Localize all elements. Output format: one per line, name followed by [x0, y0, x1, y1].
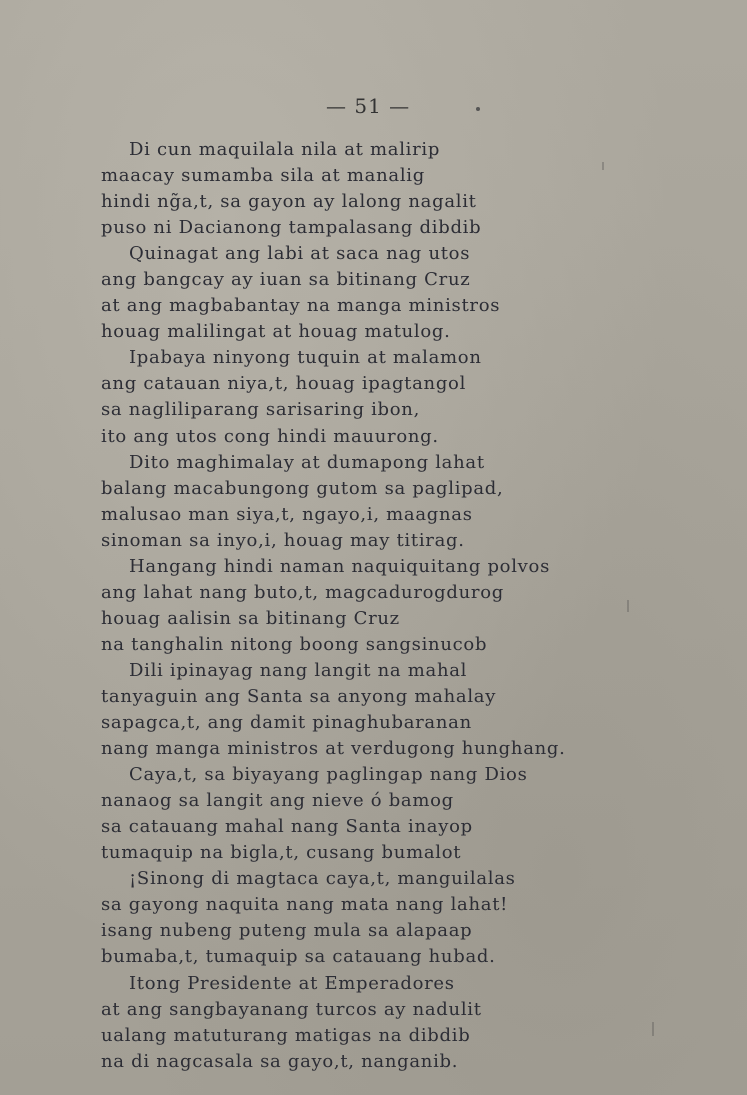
- ink-speck: [476, 107, 480, 111]
- poem-line: Quinagat ang labi at saca nag utos: [129, 243, 471, 265]
- poem-line: sa nagliliparang sarisaring ibon,: [101, 399, 421, 421]
- poem-line: hindi ng̃a,t, sa gayon ay lalong nagalit: [101, 191, 477, 213]
- poem-line: ¡Sinong di magtaca caya,t, manguilalas: [129, 868, 516, 890]
- poem-line: Itong Presidente at Emperadores: [129, 972, 455, 994]
- page-number: — 51 —: [326, 94, 411, 118]
- poem-line: isang nubeng puteng mula sa alapaap: [101, 920, 473, 942]
- poem-line: ang bangcay ay iuan sa bitinang Cruz: [101, 269, 471, 291]
- poem-line: houag aalisin sa bitinang Cruz: [101, 607, 400, 629]
- poem-line: at ang magbabantay na manga ministros: [101, 295, 501, 317]
- poem-line: nang manga ministros at verdugong hunghang.: [101, 738, 566, 760]
- poem-line: Di cun maquilala nila at malirip: [129, 139, 441, 160]
- poem-line: puso ni Dacianong tampalasang dibdib: [101, 217, 482, 239]
- poem-line: ito ang utos cong hindi mauurong.: [101, 425, 439, 447]
- poem-line: ang catauan niya,t, houag ipagtangol: [101, 373, 467, 395]
- poem-line: sa catauang mahal nang Santa inayop: [101, 816, 473, 838]
- poem-line: bumaba,t, tumaquip sa catauang hubad.: [101, 946, 496, 968]
- poem-line: tumaquip na bigla,t, cusang bumalot: [101, 842, 462, 864]
- poem-line: nanaog sa langit ang nieve ó bamog: [101, 790, 454, 812]
- poem-line: at ang sangbayanang turcos ay nadulit: [101, 998, 482, 1020]
- poem-line: ang lahat nang buto,t, magcadurogdurog: [101, 581, 504, 603]
- poem-line: Hangang hindi naman naquiquitang polvos: [129, 555, 551, 577]
- poem-line: maacay sumamba sila at manalig: [101, 165, 425, 187]
- poem-line: sinoman sa inyo,i, houag may titirag.: [101, 529, 465, 551]
- poem-line: Dili ipinayag nang langit na mahal: [129, 659, 468, 681]
- poem-line: sa gayong naquita nang mata nang lahat!: [101, 894, 509, 916]
- poem-line: houag malilingat at houag matulog.: [101, 321, 451, 343]
- poem-line: Ipabaya ninyong tuquin at malamon: [129, 347, 482, 369]
- poem-line: na di nagcasala sa gayo,t, nanganib.: [101, 1050, 459, 1072]
- poem-line: sapagca,t, ang damit pinaghubaranan: [101, 712, 472, 734]
- poem-line: tanyaguin ang Santa sa anyong mahalay: [101, 685, 497, 707]
- poem-line: Caya,t, sa biyayang paglingap nang Dios: [129, 764, 528, 786]
- poem-line: malusao man siya,t, ngayo,i, maagnas: [101, 503, 473, 525]
- poem-line: balang macabungong gutom sa paglipad,: [101, 477, 504, 499]
- poem-text: [101, 137, 701, 1075]
- poem-line: ualang matuturang matigas na dibdib: [101, 1024, 471, 1046]
- poem-line: na tanghalin nitong boong sangsinucob: [101, 633, 488, 655]
- poem-line: Dito maghimalay at dumapong lahat: [129, 451, 485, 473]
